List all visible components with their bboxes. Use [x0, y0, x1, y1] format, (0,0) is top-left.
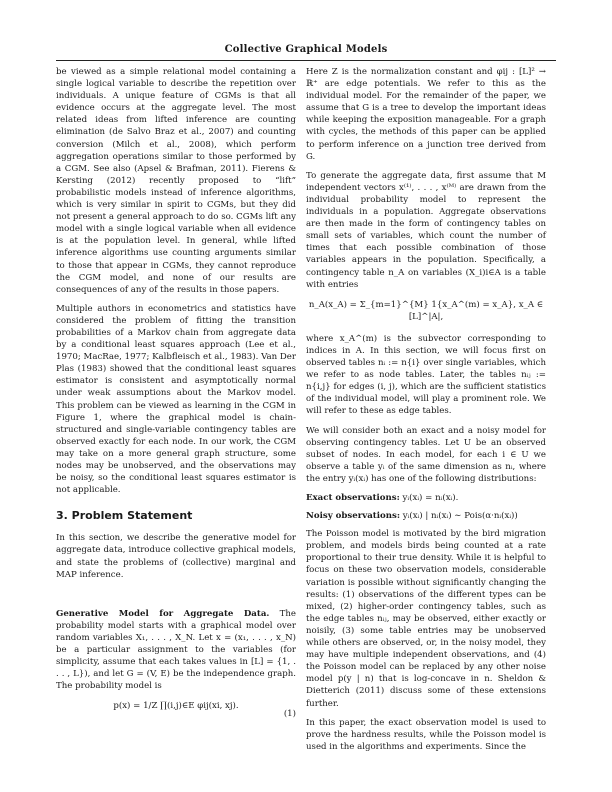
- equation-1-body: p(x) = 1/Z ∏(i,j)∈E φij(xi, xj).: [113, 701, 239, 712]
- exact-observations-formula: yᵢ(xᵢ) = nᵢ(xᵢ).: [402, 493, 459, 503]
- spacer: [56, 588, 296, 608]
- paragraph-normalization: Here Z is the normalization constant and φij : [L]² → ℝ⁺ are edge potentials. We refer to this as the individual model. For the remainder of the paper, we assume that G is a tree to develop the important ideas while keeping the exposition manageable. For a graph with cycles, the methods of this paper can be applied to perform inference on a junction tree derived from G.: [306, 67, 546, 162]
- paragraph-generative-model: [56, 608, 296, 693]
- right-column: [306, 66, 546, 760]
- noisy-observations-formula: yᵢ(xᵢ) | nᵢ(xᵢ) ∼ Pois(α·nᵢ(xᵢ)): [402, 511, 518, 522]
- paragraph-generative-body: The probability model starts with a graphical model over random variables X₁, . . . , X_N. Let x = (x₁, . . . , x_N) be a particular assignment to the variables (for simplicity, assume that each takes values in [L] = {1, . . . , L}), and let G = (V, E) be the independence graph. The probability model is: [56, 608, 296, 692]
- paragraph-poisson-model: The Poisson model is motivated by the bird migration problem, and models birds being counted at a rate proportional to their true density. While it is helpful to focus on these two observation models, considerable variation is possible without significantly changing the results: (1) observations of the different types can be mixed, (2) higher-order contingency tables, such as the edge tables nᵢⱼ, may be observed, either exactly or noisily, (3) some table entries may be unobserved while others are observed, or, in the noisy model, they may have multiple independent observations, and (4) the Poisson model can be replaced by any other noise model p(y | n) that is log-concave in n. Sheldon & Dietterich (2011) discuss some of these extensions further.: [306, 529, 546, 709]
- paragraph-observation-models: We will consider both an exact and a noisy model for observing contingency tables. Let U be an observed subset of nodes. In each model, for each i ∈ U we observe a table yᵢ of the same dimension as nᵢ, where the entry yᵢ(xᵢ) has one of the following distributions:: [306, 425, 546, 484]
- equation-1: [56, 700, 296, 720]
- paragraph-econometrics: Multiple authors in econometrics and statistics have considered the problem of fitting the transition probabilities of a Markov chain from aggregate data by a conditional least squares approach (Lee et al., 1970; MacRae, 1977; Kalbfleisch et al., 1983). Van Der Plas (1983) showed that the conditional least squares estimator is consistent and asymptotically normal under weak assumptions about the Markov model. This problem can be viewed as learning in the CGM in Figure 1, where the graphical model is chain-structured and single-variable contingency tables are observed exactly for each node. In our work, the CGM may take on a more general graph structure, some nodes may be unobserved, and the observations may be noisy, so the conditional least squares estimator is not applicable.: [56, 303, 296, 496]
- paragraph-aggregate-data: To generate the aggregate data, first assume that M independent vectors x⁽¹⁾, . . . , x⁽ᴹ⁾ are drawn from the individual probability model to represent the individuals in a population. Aggregate observations are then made in the form of contingency tables on small sets of variables, which count the number of times that each possible combination of those variables appears in the population. Specifically, a contingency table n_A on variables (X_i)i∈A is a table with entries: [306, 170, 546, 290]
- paragraph-intro-section: In this section, we describe the generative model for aggregate data, introduce collective graphical models, and state the problems of (collective) marginal and MAP inference.: [56, 533, 296, 580]
- equation-contingency-table: n_A(x_A) = Σ_{m=1}^{M} 1{x_A^(m) = x_A}, x_A ∈ [L]^|A|,: [308, 299, 544, 322]
- paragraph-lead-in: Generative Model for Aggregate Data.: [56, 608, 270, 619]
- running-header: Collective Graphical Models: [224, 44, 388, 55]
- exact-observations-item: [306, 492, 546, 504]
- paragraph-related-work: be viewed as a simple relational model containing a single logical variable to describe the repetition over individuals. A unique feature of CGMs is that all evidence occurs at the aggregate level. The most related ideas from lifted inference are counting elimination (de Salvo Braz et al., 2007) and counting conversion (Milch et al., 2008), which perform aggregation operations similar to those performed by a CGM. See also (Apsel & Brafman, 2011). Fierens & Kersting (2012) recently proposed to “lift” probabilistic models instead of inference algorithms, which is very similar in spirit to CGMs, but they did not present a general approach to do so. CGMs lift any model with a single logical variable when all evidence is at the population level. In general, while lifted inference algorithms use counting arguments similar to those that appear in CGMs, they cannot reproduce the CGM model, and none of our results are consequences of any of the results in those papers.: [56, 67, 296, 295]
- noisy-observations-label: Noisy observations:: [306, 511, 401, 522]
- left-column: [56, 66, 296, 723]
- noisy-observations-item: [306, 510, 546, 522]
- paragraph-hardness: In this paper, the exact observation model is used to prove the hardness results, while the Poisson model is used in the algorithms and experiments. Since the: [306, 717, 546, 752]
- equation-number: (1): [283, 709, 296, 720]
- header-rule: [56, 60, 556, 61]
- paragraph-node-tables: where x_A^(m) is the subvector corresponding to indices in A. In this section, we will focus first on observed tables nᵢ := n{i} over single variables, which we refer to as node tables. Later, the tables nᵢⱼ := n{i,j} for edges (i, j), which are the sufficient statistics of the individual model, will play a prominent role. We will refer to these as edge tables.: [306, 333, 546, 417]
- exact-observations-label: Exact observations:: [306, 493, 400, 503]
- section-heading: 3. Problem Statement: [56, 509, 193, 523]
